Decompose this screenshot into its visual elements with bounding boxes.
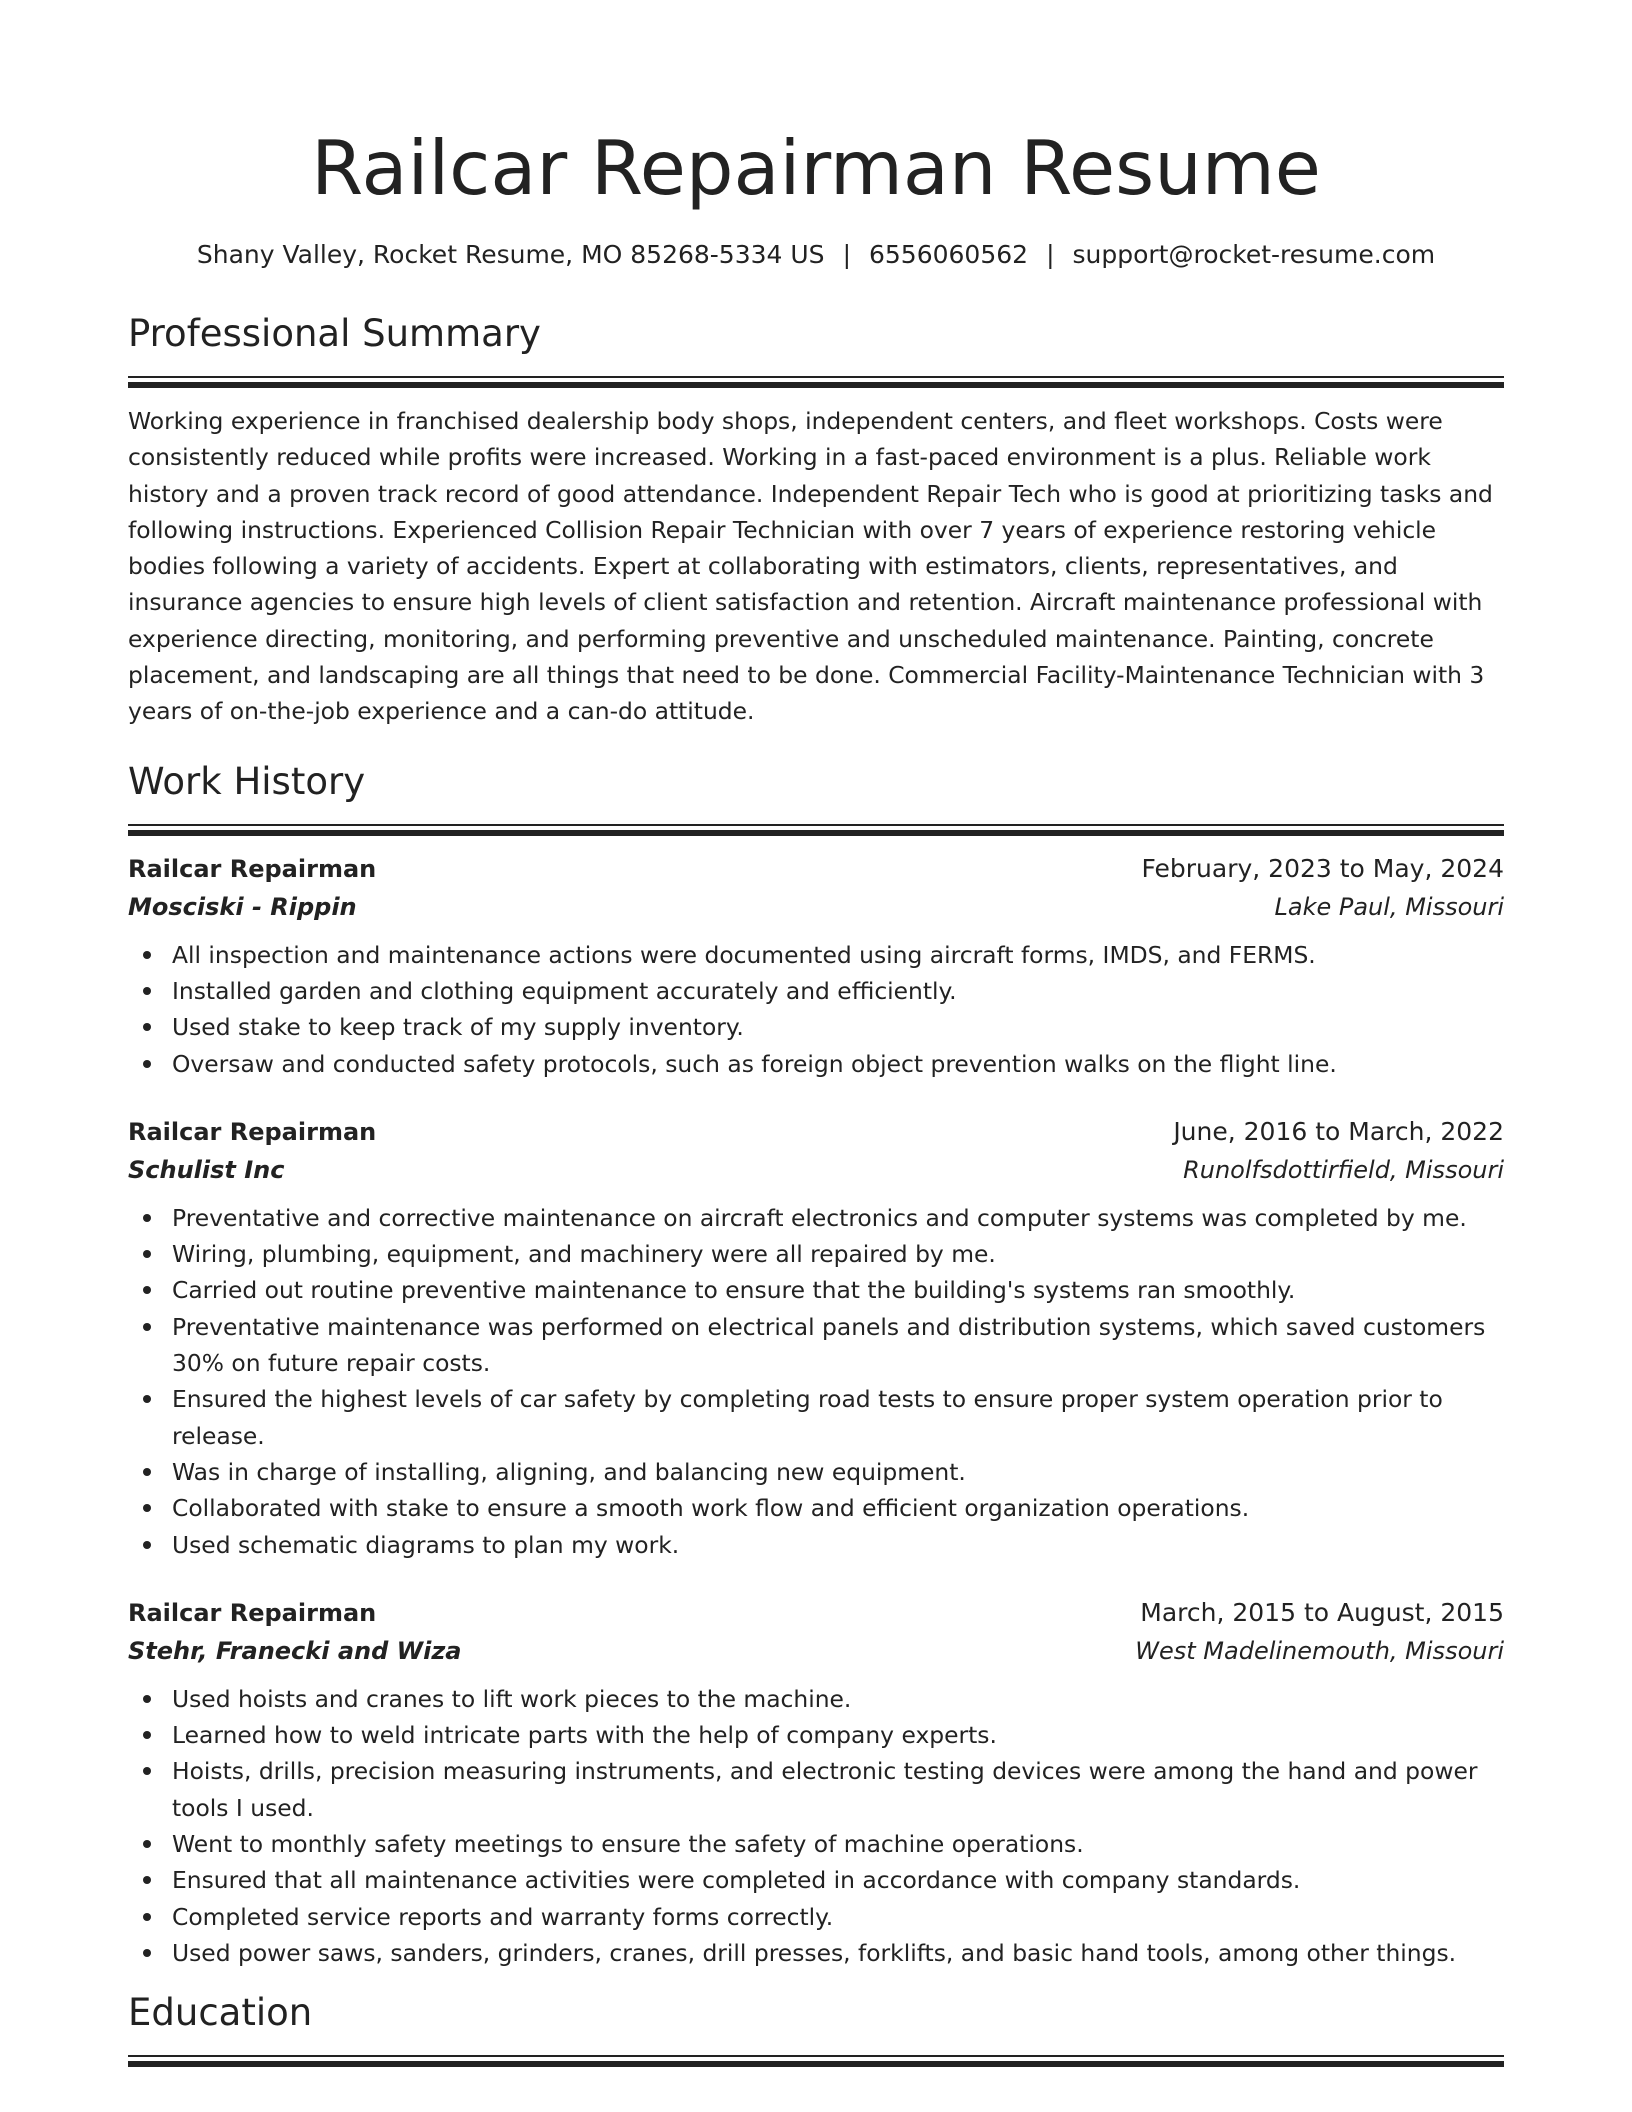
bullet-dot-icon (143, 1395, 151, 1403)
bullet-dot-icon (143, 1504, 151, 1512)
contact-line (128, 238, 1504, 272)
job-bullet-item (128, 1899, 1504, 1935)
job-location: Lake Paul, Missouri (1274, 892, 1504, 921)
job-bullet-item (128, 1236, 1504, 1272)
section-heading: Work History (128, 759, 366, 803)
bullet-dot-icon (143, 1876, 151, 1884)
summary-text: Working experience in franchised dealership body shops, independent centers, and fleet workshops. Costs were consistently reduced while profits were increased. Working in a fast-paced environment is a plus. Reliable work history and a proven track record of good attendance. Independent Repair Tech who is good at prioritizing tasks and following instructions. Experienced Collision Repair Technician with over 7 years of experience restoring vehicle bodies following a variety of accidents. Expert at collaborating with estimators, clients, representatives, and insurance agencies to ensure high levels of client satisfaction and retention. Aircraft maintenance professional with experience directing, monitoring, and performing preventive and unscheduled maintenance. Painting, concrete placement, and landscaping are all things that need to be done. Commercial Facility-Maintenance Technician with 3 years of on-the-job experience and a can-do attitude. (128, 407, 1493, 726)
job-location: West Madelinemouth, Missouri (1135, 1636, 1504, 1665)
job-bullet-item (128, 1309, 1504, 1382)
job-bullet-text: Used power saws, sanders, grinders, cranes, drill presses, forklifts, and basic hand tools, among other things. (172, 1938, 1457, 1967)
job-bullet-text: Went to monthly safety meetings to ensure the safety of machine operations. (172, 1830, 1084, 1859)
bullet-dot-icon (143, 1695, 151, 1703)
job-bullet-item (128, 1454, 1504, 1490)
job-dates: February, 2023 to May, 2024 (1141, 853, 1504, 883)
job-bullet-text: Learned how to weld intricate parts with the help of company experts. (172, 1721, 997, 1750)
job-location: Runolfsdottirfield, Missouri (1183, 1155, 1504, 1184)
job-bullet-list (128, 1681, 1504, 1971)
job-header-row (128, 849, 1504, 889)
job-title: Railcar Repairman (128, 1117, 377, 1146)
job-bullet-item (128, 937, 1504, 973)
job-bullet-item (128, 1862, 1504, 1898)
bullet-dot-icon (143, 951, 151, 959)
job-company-row (128, 1152, 1504, 1188)
section-work-history (128, 758, 1504, 1972)
job-bullet-text: Used schematic diagrams to plan my work. (172, 1530, 680, 1559)
job-bullet-list (128, 1200, 1504, 1563)
resume-title: Railcar Repairman Resume (311, 124, 1321, 212)
job-bullet-text: Completed service reports and warranty forms correctly. (172, 1902, 834, 1931)
job-header-row (128, 1593, 1504, 1633)
job-bullet-item (128, 1935, 1504, 1971)
job-company-row (128, 889, 1504, 925)
bullet-dot-icon (143, 1214, 151, 1222)
job-entry (128, 1112, 1504, 1563)
job-bullet-text: Collaborated with stake to ensure a smooth work flow and efficient organization operations. (172, 1494, 1250, 1523)
job-bullet-item (128, 1272, 1504, 1308)
contact-address: Shany Valley, Rocket Resume, MO 85268-5334 US (196, 240, 825, 269)
job-company: Schulist Inc (128, 1155, 285, 1184)
job-bullet-text: Ensured that all maintenance activities were completed in accordance with company standards. (172, 1866, 1301, 1895)
section-divider (128, 824, 1504, 835)
job-entry (128, 849, 1504, 1082)
job-bullet-item (128, 1046, 1504, 1082)
contact-separator: | (842, 240, 851, 269)
job-company-row (128, 1633, 1504, 1669)
job-bullet-item (128, 1490, 1504, 1526)
job-bullet-text: Was in charge of installing, aligning, and balancing new equipment. (172, 1457, 966, 1486)
bullet-dot-icon (143, 1840, 151, 1848)
job-entry (128, 1593, 1504, 1971)
job-bullet-text: Oversaw and conducted safety protocols, such as foreign object prevention walks on the flight line. (172, 1049, 1337, 1078)
bullet-dot-icon (143, 1250, 151, 1258)
job-bullet-list (128, 937, 1504, 1082)
job-bullet-item (128, 1681, 1504, 1717)
section-divider (128, 376, 1504, 387)
section-professional-summary (128, 310, 1504, 730)
bullet-dot-icon (143, 1949, 151, 1957)
job-bullet-text: Used hoists and cranes to lift work pieces to the machine. (172, 1684, 852, 1713)
job-dates: March, 2015 to August, 2015 (1140, 1597, 1504, 1627)
job-bullet-item (128, 1009, 1504, 1045)
job-title: Railcar Repairman (128, 854, 377, 883)
bullet-dot-icon (143, 987, 151, 995)
job-bullet-text: Used stake to keep track of my supply inventory. (172, 1013, 744, 1042)
bullet-dot-icon (143, 1541, 151, 1549)
job-dates: June, 2016 to March, 2022 (1173, 1116, 1504, 1146)
bullet-dot-icon (143, 1323, 151, 1331)
job-company: Mosciski - Rippin (128, 892, 357, 921)
bullet-dot-icon (143, 1731, 151, 1739)
section-education (128, 1989, 1504, 2066)
job-bullet-text: Ensured the highest levels of car safety by completing road tests to ensure proper system operation prior to release. (172, 1385, 1443, 1450)
contact-phone: 6556060562 (869, 240, 1029, 269)
bullet-dot-icon (143, 1023, 151, 1031)
job-title: Railcar Repairman (128, 1598, 377, 1627)
job-bullet-text: Preventative and corrective maintenance on aircraft electronics and computer systems was completed by me. (172, 1203, 1467, 1232)
job-bullet-item (128, 973, 1504, 1009)
job-bullet-item (128, 1826, 1504, 1862)
bullet-dot-icon (143, 1767, 151, 1775)
bullet-dot-icon (143, 1468, 151, 1476)
job-bullet-text: Installed garden and clothing equipment accurately and efficiently. (172, 976, 957, 1005)
job-list (128, 849, 1504, 1972)
job-bullet-item (128, 1753, 1504, 1826)
section-divider (128, 2055, 1504, 2066)
section-heading: Professional Summary (128, 312, 541, 355)
resume-page (128, 118, 1504, 2066)
job-bullet-item (128, 1527, 1504, 1563)
bullet-dot-icon (143, 1913, 151, 1921)
job-bullet-text: Hoists, drills, precision measuring instruments, and electronic testing devices were among the hand and power tools I used. (172, 1757, 1478, 1822)
job-bullet-item (128, 1717, 1504, 1753)
contact-email[interactable]: support@rocket-resume.com (1072, 240, 1436, 269)
contact-separator: | (1046, 240, 1055, 269)
bullet-dot-icon (143, 1286, 151, 1294)
job-bullet-text: Preventative maintenance was performed on electrical panels and distribution systems, which saved customers 30% on future repair costs. (172, 1312, 1486, 1378)
job-bullet-item (128, 1200, 1504, 1236)
job-bullet-item (128, 1381, 1504, 1454)
job-company: Stehr, Franecki and Wiza (128, 1636, 462, 1665)
job-bullet-text: Carried out routine preventive maintenance to ensure that the building's systems ran smoothly. (172, 1276, 1296, 1305)
bullet-dot-icon (143, 1060, 151, 1068)
job-bullet-text: Wiring, plumbing, equipment, and machinery were all repaired by me. (172, 1240, 996, 1269)
job-header-row (128, 1112, 1504, 1152)
job-bullet-text: All inspection and maintenance actions were documented using aircraft forms, IMDS, and FERMS. (172, 940, 1316, 969)
section-heading: Education (128, 1991, 313, 2035)
